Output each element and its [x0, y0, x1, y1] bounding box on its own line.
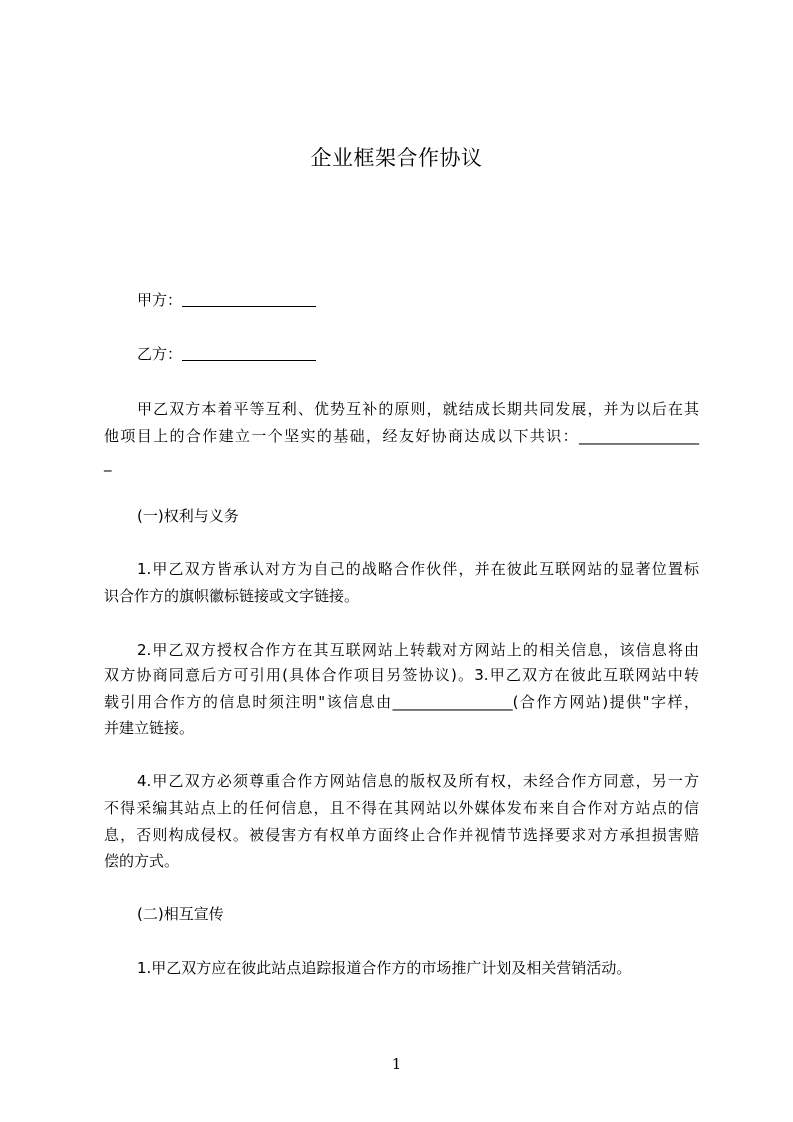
party-a-blank [182, 292, 316, 307]
intro-line-3: _ [104, 454, 112, 472]
party-b-label: 乙方： [137, 345, 183, 363]
item-4-line-3: 息，否则构成侵权。被侵害方有权单方面终止合作并视情节选择要求对方承担损害赔 [104, 826, 699, 844]
intro-line-2: 他项目上的合作建立一个坚实的基础，经友好协商达成以下共识：________________ [104, 427, 699, 445]
item-4-line-4: 偿的方式。 [104, 852, 180, 870]
party-a-line [137, 290, 316, 310]
item-4-line-1: 4.甲乙双方必须尊重合作方网站信息的版权及所有权，未经合作方同意，另一方 [137, 772, 699, 790]
promo-item-1: 1.甲乙双方应在彼此站点追踪报道合作方的市场推广计划及相关营销活动。 [137, 959, 632, 977]
section-2-heading: (二)相互宣传 [137, 905, 224, 923]
section-1-heading: (一)权利与义务 [137, 507, 239, 525]
item-2-line-4: 并建立链接。 [104, 719, 195, 737]
item-1-line-1: 1.甲乙双方皆承认对方为自己的战略合作伙伴，并在彼此互联网站的显著位置标 [137, 560, 699, 578]
item-2-line-2: 双方协商同意后方可引用(具体合作项目另签协议)。3.甲乙双方在彼此互联网站中转 [104, 666, 699, 684]
intro-line-1: 甲乙双方本着平等互利、优势互补的原则，就结成长期共同发展，并为以后在其 [137, 400, 699, 418]
page-number: 1 [391, 1055, 402, 1073]
party-b-line [137, 344, 316, 364]
party-b-blank [182, 346, 316, 361]
item-4-line-2: 不得采编其站点上的任何信息，且不得在其网站以外媒体发布来自合作对方站点的信 [104, 799, 699, 817]
party-a-label: 甲方： [137, 291, 183, 309]
item-2-line-1: 2.甲乙双方授权合作方在其互联网站上转载对方网站上的相关信息，该信息将由 [137, 641, 699, 659]
item-1-line-2: 识合作方的旗帜徽标链接或文字链接。 [104, 587, 360, 605]
item-2-line-3: 载引用合作方的信息时须注明"该信息由________________(合作方网站)提供"字样， [104, 693, 699, 711]
document-title: 企业框架合作协议 [310, 146, 483, 170]
